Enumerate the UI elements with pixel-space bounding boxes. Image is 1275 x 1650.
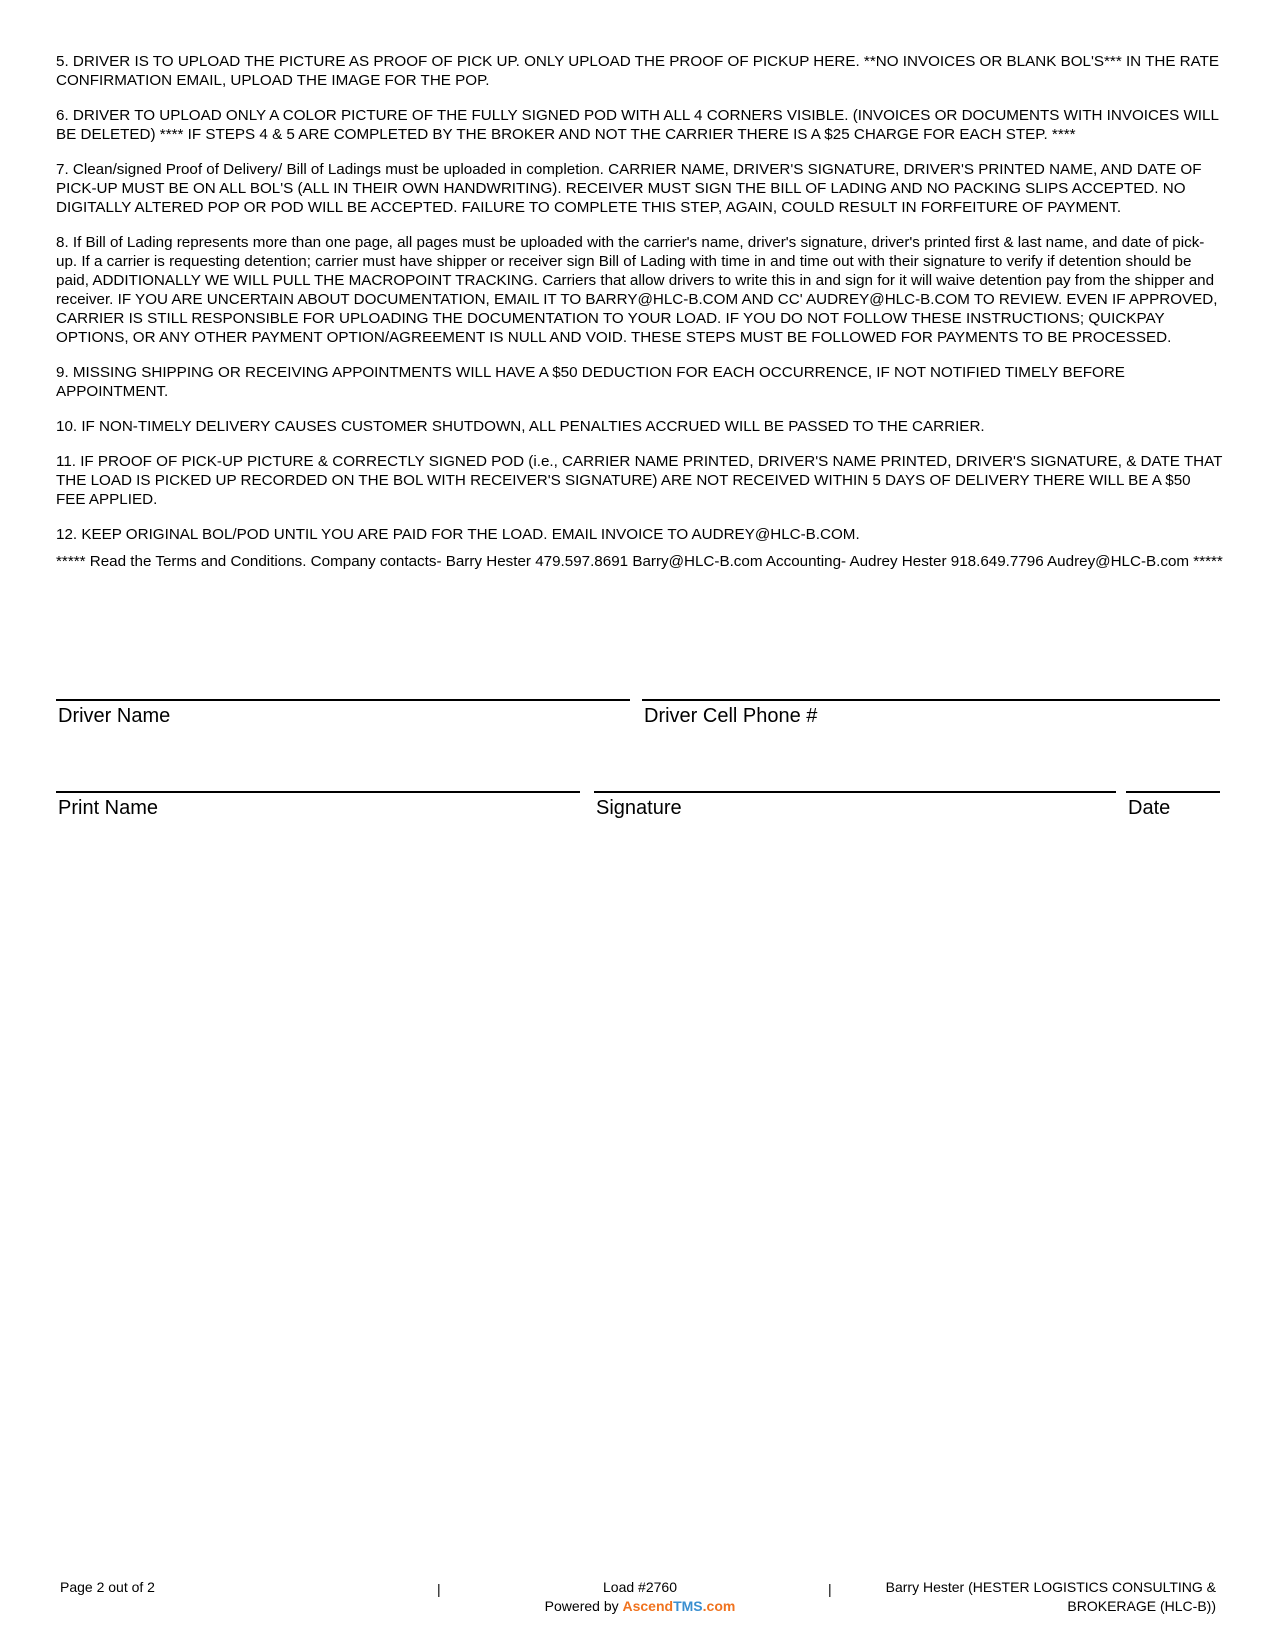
company-name-line-1: Barry Hester (HESTER LOGISTICS CONSULTING & <box>885 1579 1216 1595</box>
term-11: 11. IF PROOF OF PICK-UP PICTURE & CORRECTLY SIGNED POD (i.e., CARRIER NAME PRINTED, DRIVER'S NAME PRINTED, DRIVER'S SIGNATURE, & DATE THAT THE LOAD IS PICKED UP RECORDED ON THE BOL WITH RECEIVER'S SIGNATURE) ARE NOT RECEIVED WITHIN 5 DAYS OF DELIVERY THERE WILL BE A $50 FEE APPLIED. <box>56 453 1223 508</box>
term-10: 10. IF NON-TIMELY DELIVERY CAUSES CUSTOMER SHUTDOWN, ALL PENALTIES ACCRUED WILL BE PASSED TO THE CARRIER. <box>56 418 985 435</box>
page-number: Page 2 out of 2 <box>60 1579 155 1595</box>
term-6: 6. DRIVER TO UPLOAD ONLY A COLOR PICTURE OF THE FULLY SIGNED POD WITH ALL 4 CORNERS VISIBLE. (INVOICES OR DOCUMENTS WITH INVOICES WILL BE DELETED) **** IF STEPS 4 & 5 ARE COMPLETED BY THE BROKER AND NOT THE CARRIER THERE IS A $25 CHARGE FOR EACH STEP. **** <box>56 107 1219 143</box>
print-name-line <box>56 791 580 793</box>
company-contacts: ***** Read the Terms and Conditions. Company contacts- Barry Hester 479.597.8691 Barry@HLC-B.com Accounting- Audrey Hester 918.649.7796 Audrey@HLC-B.com ***** <box>56 553 1223 570</box>
powered-by <box>500 1597 780 1616</box>
term-9: 9. MISSING SHIPPING OR RECEIVING APPOINTMENTS WILL HAVE A $50 DEDUCTION FOR EACH OCCURRENCE, IF NOT NOTIFIED TIMELY BEFORE APPOINTMENT. <box>56 364 1125 400</box>
driver-cell-label: Driver Cell Phone # <box>644 705 818 727</box>
company-name-line-2: BROKERAGE (HLC-B)) <box>1067 1598 1216 1614</box>
driver-name-line <box>56 699 630 701</box>
company-name <box>840 1578 1216 1616</box>
ascendtms-logo[interactable]: AscendTMS.com <box>622 1598 736 1614</box>
print-name-label: Print Name <box>58 797 159 819</box>
signature-label: Signature <box>596 797 682 819</box>
driver-cell-line <box>642 699 1220 701</box>
footer-separator-right: | <box>828 1581 832 1597</box>
signature-line <box>594 791 1116 793</box>
footer-separator-left: | <box>437 1581 441 1597</box>
term-12: 12. KEEP ORIGINAL BOL/POD UNTIL YOU ARE PAID FOR THE LOAD. EMAIL INVOICE TO AUDREY@HLC-B.COM. <box>56 526 860 543</box>
term-5: 5. DRIVER IS TO UPLOAD THE PICTURE AS PROOF OF PICK UP. ONLY UPLOAD THE PROOF OF PICKUP HERE. **NO INVOICES OR BLANK BOL'S*** IN THE RATE CONFIRMATION EMAIL, UPLOAD THE IMAGE FOR THE POP. <box>56 53 1220 89</box>
powered-by-label: Powered by <box>544 1598 619 1614</box>
driver-name-label: Driver Name <box>58 705 171 727</box>
terms-section <box>56 52 1224 587</box>
date-label: Date <box>1128 797 1171 819</box>
date-line <box>1126 791 1220 793</box>
load-number: Load #2760 <box>603 1579 677 1595</box>
footer-center <box>500 1578 780 1616</box>
term-7: 7. Clean/signed Proof of Delivery/ Bill of Ladings must be uploaded in completion. CARRIER NAME, DRIVER'S SIGNATURE, DRIVER'S PRINTED NAME, AND DATE OF PICK-UP MUST BE ON ALL BOL'S (ALL IN THEIR OWN HANDWRITING). RECEIVER MUST SIGN THE BILL OF LADING AND NO PACKING SLIPS ACCEPTED. NO DIGITALLY ALTERED POP OR POD WILL BE ACCEPTED. FAILURE TO COMPLETE THIS STEP, AGAIN, COULD RESULT IN FORFEITURE OF PAYMENT. <box>56 161 1202 216</box>
term-8: 8. If Bill of Lading represents more than one page, all pages must be uploaded with the carrier's name, driver's signature, driver's printed first & last name, and date of pick-up. If a carrier is requesting detention; carrier must have shipper or receiver sign Bill of Lading with time in and time out with their signature to verify if detention should be paid, ADDITIONALLY WE WILL PULL THE MACROPOINT TRACKING. Carriers that allow drivers to write this in and sign for it will waive detention pay from the shipper and receiver. IF YOU ARE UNCERTAIN ABOUT DOCUMENTATION, EMAIL IT TO BARRY@HLC-B.COM AND CC' AUDREY@HLC-B.COM TO REVIEW. EVEN IF APPROVED, CARRIER IS STILL RESPONSIBLE FOR UPLOADING THE DOCUMENTATION TO YOUR LOAD. IF YOU DO NOT FOLLOW THESE INSTRUCTIONS; QUICKPAY OPTIONS, OR ANY OTHER PAYMENT OPTION/AGREEMENT IS NULL AND VOID. THESE STEPS MUST BE FOLLOWED FOR PAYMENTS TO BE PROCESSED. <box>56 234 1218 346</box>
